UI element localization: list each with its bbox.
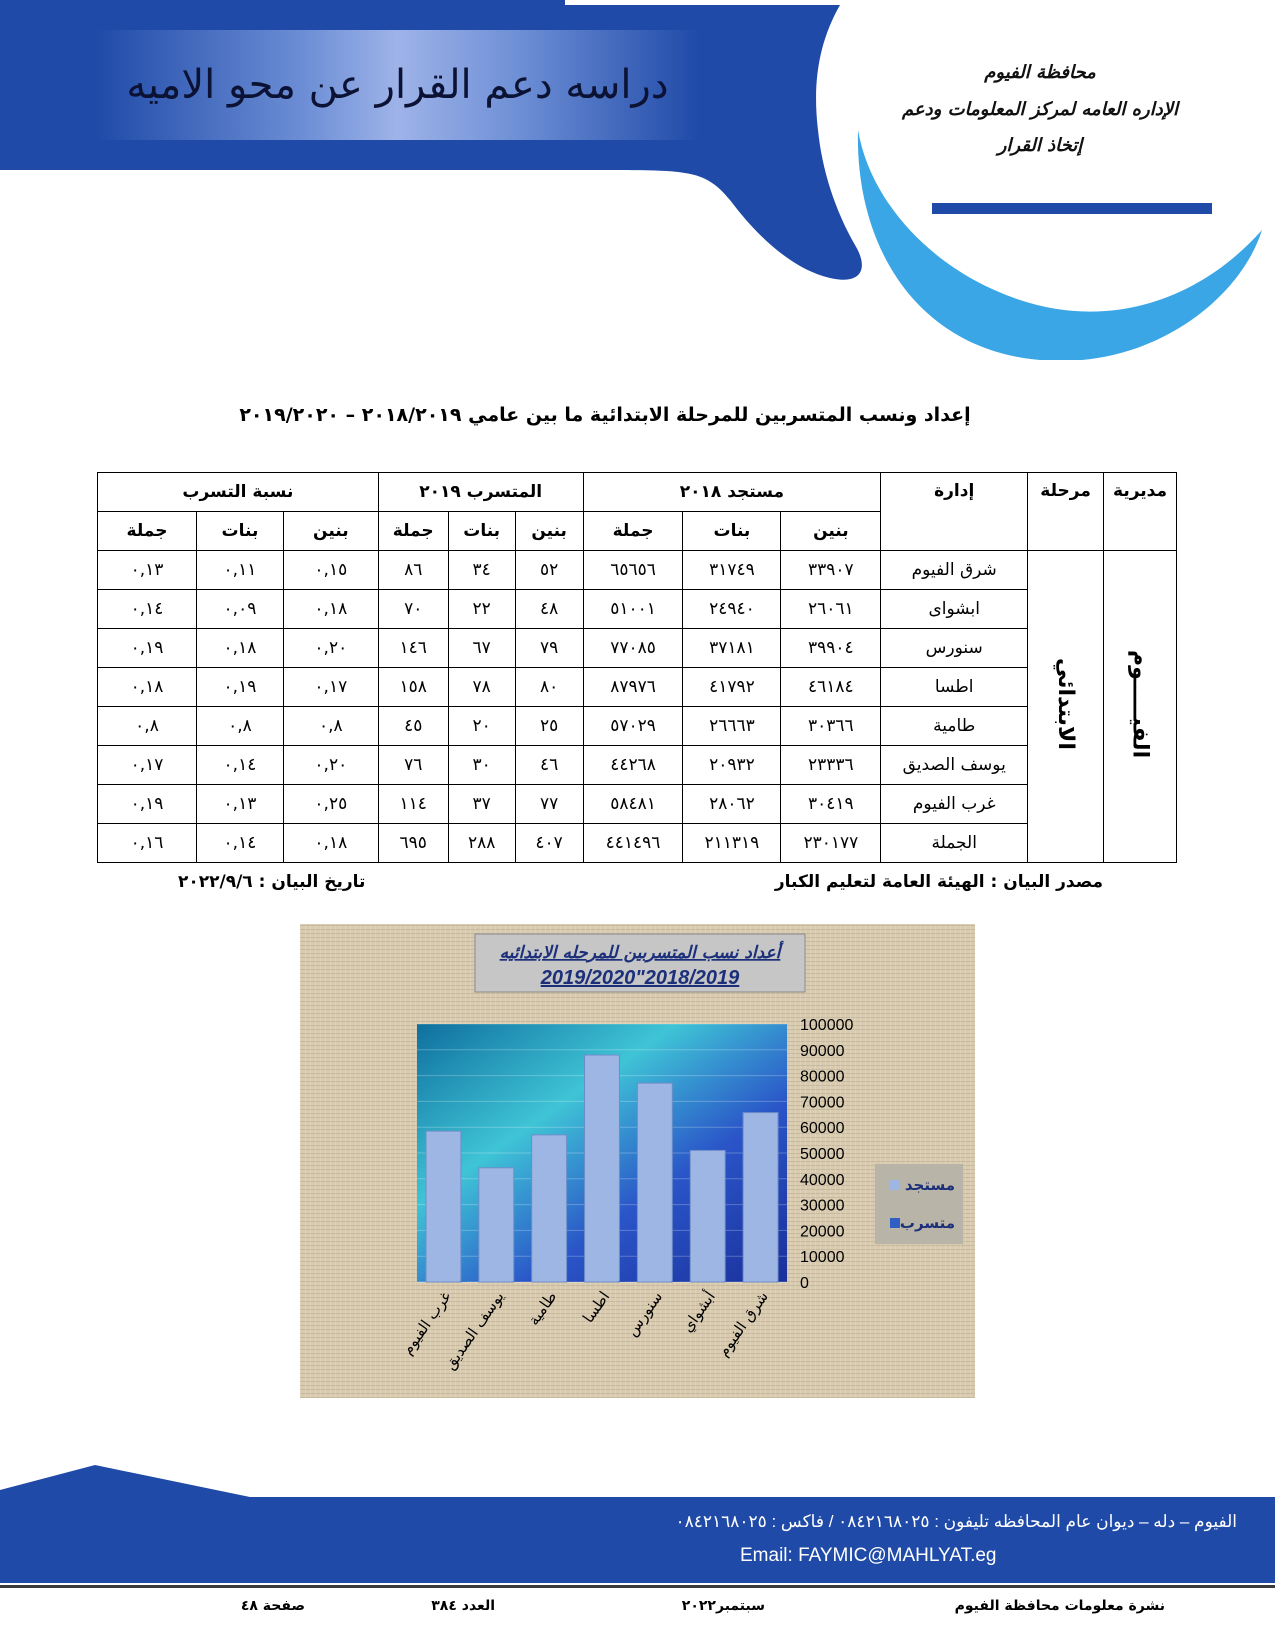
date-note: تاريخ البيان : ٢٠٢٢/٩/٦ [178,872,366,892]
cell-rate-total: ٠,١٧ [98,746,197,785]
cell-drop-boys: ٤٠٧ [515,824,583,863]
cell-rate-total: ٠,١٩ [98,629,197,668]
bar-new [743,1113,778,1282]
bulletin-issue: العدد ٣٨٤ [431,1598,495,1614]
bar-new [690,1150,725,1282]
cell-new-total: ٥٧٠٢٩ [583,707,683,746]
cell-rate-boys: ٠,١٥ [283,551,378,590]
bar-chart [300,924,975,1398]
cell-new-boys: ٢٣٠١٧٧ [781,824,881,863]
cell-new-total: ٨٧٩٧٦ [583,668,683,707]
row-name: الجملة [881,824,1028,863]
row-name: شرق الفيوم [881,551,1028,590]
cell-drop-boys: ٧٩ [515,629,583,668]
cell-rate-girls: ٠,١٩ [197,668,284,707]
row-name: ابشواى [881,590,1028,629]
footer-rule [0,1585,1275,1588]
y-tick-label: 100000 [800,1017,854,1034]
table-row [98,629,1177,668]
modiriya-cell [1104,551,1177,863]
cell-new-boys: ٣٣٩٠٧ [781,551,881,590]
cell-rate-total: ٠,٨ [98,707,197,746]
cell-new-boys: ٣٠٣٦٦ [781,707,881,746]
marhala-cell [1028,551,1104,863]
cell-new-girls: ٣٧١٨١ [683,629,781,668]
cell-rate-girls: ٠,١١ [197,551,284,590]
cell-drop-girls: ٧٨ [448,668,515,707]
cell-drop-girls: ٢٢ [448,590,515,629]
subheader-girls: بنات [448,512,515,551]
cell-new-girls: ٢٠٩٣٢ [683,746,781,785]
cell-drop-girls: ٣٧ [448,785,515,824]
subheader-total: جملة [583,512,683,551]
cell-new-total: ٥٨٤٨١ [583,785,683,824]
row-name: سنورس [881,629,1028,668]
cell-drop-total: ١٤٦ [378,629,448,668]
dropout-table [97,472,1177,863]
bar-new [426,1131,461,1282]
cell-drop-boys: ٤٦ [515,746,583,785]
org-line-department: الإداره العامه لمركز المعلومات ودعم [901,98,1179,120]
cell-new-boys: ٣٩٩٠٤ [781,629,881,668]
x-tick-label: سنورس [622,1287,667,1340]
cell-new-total: ٤٤١٤٩٦ [583,824,683,863]
cell-new-girls: ٢٨٠٦٢ [683,785,781,824]
bar-new [532,1135,567,1282]
subheader-boys: بنين [515,512,583,551]
cell-drop-total: ١٥٨ [378,668,448,707]
cell-drop-girls: ٢٨٨ [448,824,515,863]
cell-rate-girls: ٠,١٨ [197,629,284,668]
y-tick-label: 40000 [800,1171,845,1189]
org-line-decision: إتخاذ القرار [997,135,1083,156]
cell-rate-total: ٠,١٩ [98,785,197,824]
table-row [98,707,1177,746]
bulletin-name: نشرة معلومات محافظة الفيوم [954,1598,1165,1614]
banner-title: دراسه دعم القرار عن محو الاميه [126,62,669,108]
cell-new-girls: ٣١٧٤٩ [683,551,781,590]
cell-new-total: ٥١٠٠١ [583,590,683,629]
y-tick-label: 80000 [800,1068,845,1086]
cell-rate-boys: ٠,١٨ [283,824,378,863]
cell-new-girls: ٢٤٩٤٠ [683,590,781,629]
subheader-total: جملة [98,512,197,551]
x-tick-label: غرب الفيوم [398,1287,455,1359]
document-title: إعداد ونسب المتسربين للمرحلة الابتدائية ما بين عامي ٢٠١٨/٢٠١٩ – ٢٠١٩/٢٠٢٠ [239,404,971,426]
cell-drop-total: ٨٦ [378,551,448,590]
x-tick-label: طامية [524,1287,561,1329]
table-row [98,590,1177,629]
org-underline-bar [932,203,1212,214]
header-idara: إدارة [881,473,1028,551]
legend-swatch-new [890,1180,900,1190]
cell-new-boys: ٢٣٣٣٦ [781,746,881,785]
cell-drop-boys: ٢٥ [515,707,583,746]
cell-drop-total: ٧٠ [378,590,448,629]
x-tick-label: شرق الفيوم [714,1287,772,1360]
cell-drop-boys: ٥٢ [515,551,583,590]
cell-new-girls: ٢٦٦٦٣ [683,707,781,746]
cell-new-girls: ٤١٧٩٢ [683,668,781,707]
x-tick-label: أبشواي [678,1287,719,1336]
cell-drop-total: ٦٩٥ [378,824,448,863]
y-tick-label: 10000 [800,1249,845,1267]
cell-new-boys: ٢٦٠٦١ [781,590,881,629]
cell-rate-boys: ٠,٢٥ [283,785,378,824]
cell-rate-boys: ٠,١٧ [283,668,378,707]
cell-new-total: ٦٥٦٥٦ [583,551,683,590]
header-marhala: مرحلة [1028,473,1104,551]
row-name: يوسف الصديق [881,746,1028,785]
table-total-row [98,824,1177,863]
cell-drop-boys: ٨٠ [515,668,583,707]
row-name: اطسا [881,668,1028,707]
footer-email: Email: FAYMIC@MAHLYAT.eg [740,1545,997,1566]
cell-rate-girls: ٠,٨ [197,707,284,746]
cell-new-total: ٤٤٢٦٨ [583,746,683,785]
cell-rate-total: ٠,١٦ [98,824,197,863]
cell-rate-total: ٠,١٤ [98,590,197,629]
subheader-total: جملة [378,512,448,551]
x-tick-label: يوسف الصديق [440,1287,508,1373]
x-axis-labels [398,1287,772,1373]
header-new: مستجد ٢٠١٨ [583,473,881,512]
y-axis-ticks [800,1017,853,1292]
org-block [890,62,1190,172]
y-tick-label: 70000 [800,1094,845,1112]
cell-rate-girls: ٠,١٤ [197,824,284,863]
subheader-girls: بنات [197,512,284,551]
table-row [98,551,1177,590]
cell-new-boys: ٤٦١٨٤ [781,668,881,707]
legend-label-new: مستجد [904,1176,955,1194]
cell-drop-girls: ٣٠ [448,746,515,785]
marhala-value: الابتدائي [1053,658,1079,750]
legend-label-drop: متسرب [899,1214,955,1232]
footer-address: الفيوم – دله – ديوان عام المحافظه تليفون : ٠٨٤٢١٦٨٠٢٥ / فاكس : ٠٨٤٢١٦٨٠٢٥ [675,1512,1237,1531]
org-line-governorate: محافظة الفيوم [984,62,1096,83]
cell-rate-girls: ٠,١٣ [197,785,284,824]
bar-new [585,1055,620,1282]
source-note: مصدر البيان : الهيئة العامة لتعليم الكبار [774,872,1103,892]
header-drop: المتسرب ٢٠١٩ [378,473,583,512]
banner [95,30,700,140]
y-tick-label: 50000 [800,1146,845,1163]
cell-rate-girls: ٠,١٤ [197,746,284,785]
subheader-boys: بنين [781,512,881,551]
cell-new-total: ٧٧٠٨٥ [583,629,683,668]
cell-rate-boys: ٠,١٨ [283,590,378,629]
cell-drop-total: ٧٦ [378,746,448,785]
row-name: طامية [881,707,1028,746]
header-rate: نسبة التسرب [98,473,379,512]
cell-drop-girls: ٢٠ [448,707,515,746]
chart-title-line1: أعداد نسب المتسربين للمرحله الابتدائيه [499,943,781,963]
y-tick-label: 0 [800,1275,809,1292]
cell-rate-total: ٠,١٨ [98,668,197,707]
header-modiriya: مديرية [1104,473,1177,551]
cell-new-boys: ٣٠٤١٩ [781,785,881,824]
page-number: صفحة ٤٨ [240,1598,305,1614]
cell-drop-girls: ٣٤ [448,551,515,590]
cell-drop-total: ١١٤ [378,785,448,824]
table-row [98,668,1177,707]
bar-new [637,1083,672,1282]
cell-rate-boys: ٠,٨ [283,707,378,746]
x-tick-label: اطسا [578,1287,614,1327]
chart-title-line2: 2019/2020"2018/2019 [540,967,740,989]
y-tick-label: 20000 [800,1223,845,1241]
chart-panel [300,924,975,1398]
cell-drop-girls: ٦٧ [448,629,515,668]
cell-rate-boys: ٠,٢٠ [283,746,378,785]
table-header-row [98,473,1177,512]
subheader-boys: بنين [283,512,378,551]
table-row [98,785,1177,824]
y-tick-label: 90000 [800,1042,845,1060]
cell-rate-boys: ٠,٢٠ [283,629,378,668]
y-tick-label: 30000 [800,1197,845,1215]
cell-drop-total: ٤٥ [378,707,448,746]
subheader-girls: بنات [683,512,781,551]
bulletin-month: سبتمبر٢٠٢٢ [681,1598,765,1614]
modiriya-value: الفيـــــوم [1127,649,1153,759]
cell-new-girls: ٢١١٣١٩ [683,824,781,863]
bar-new [479,1168,514,1282]
legend-swatch-drop [890,1218,900,1228]
cell-rate-total: ٠,١٣ [98,551,197,590]
row-name: غرب الفيوم [881,785,1028,824]
cell-drop-boys: ٧٧ [515,785,583,824]
y-tick-label: 60000 [800,1120,845,1138]
table-row [98,746,1177,785]
cell-drop-boys: ٤٨ [515,590,583,629]
cell-rate-girls: ٠,٠٩ [197,590,284,629]
